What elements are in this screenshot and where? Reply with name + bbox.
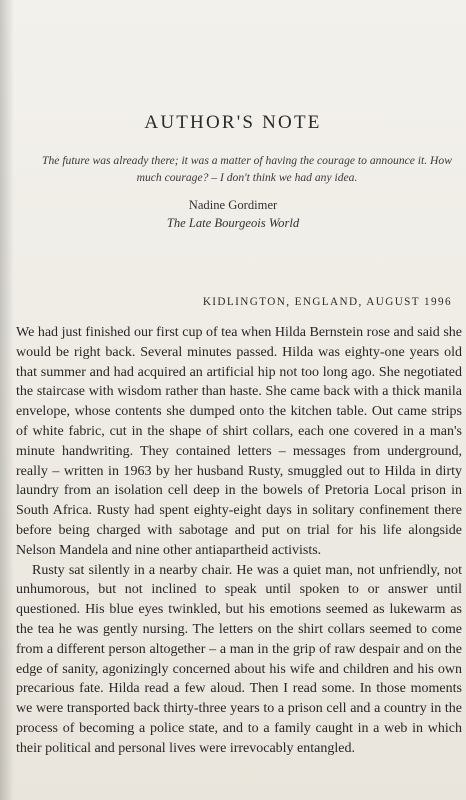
paragraph-2: Rusty sat silently in a nearby chair. He was a quiet man, not unfriendly, not unhumorous, but not inclined to speak until spoken to or answer until questioned. His blue eyes twinkled, but his emotions seemed as lukewarm as the tea he was gently nursing. The letters on the shirt collars seemed to come from a different person altogether – a man in the grip of raw despair and on the edge of sanity, agonizingly concerned about his wife and children and his own precarious fate. Hilda read a few aloud. Then I read some. In those moments we were transported back thirty-three years to a prison cell and a country in the process of becoming a police state, and to a family caught in a web in which their political and personal lives were irrevocably entangled. (16, 562, 462, 756)
page-title: AUTHOR'S NOTE (144, 112, 322, 133)
epigraph-work: The Late Bourgeois World (166, 216, 300, 230)
paragraph-1: We had just finished our first cup of tea when Hilda Bernstein rose and said she would be right back. Several minutes passed. Hilda was eighty-one years old that summer and had acquired an artificial hip not too long ago. She negotiated the staircase with wisdom rather than haste. She came back with a thick manila envelope, whose contents she dumped onto the kitchen table. Out came strips of white fabric, cut in the shape of shirt collars, each one covered in a man's minute handwriting. They contained letters – messages from underground, really – written in 1963 by her husband Rusty, smuggled out to Hilda in dirty laundry from an isolation cell deep in the bowels of Pretoria Local prison in South Africa. Rusty had spent eighty-eight days in solitary confinement there before being charged with sabotage and put on trial for his life alongside Nelson Mandela and nine other antiapartheid activists. (16, 325, 462, 558)
epigraph-quote: The future was already there; it was a matter of having the courage to announce it. How much courage? – I don't think we had any idea. (42, 154, 452, 184)
epigraph-attribution (0, 196, 466, 232)
epigraph-author: Nadine Gordimer (188, 198, 278, 212)
dateline: KIDLINGTON, ENGLAND, AUGUST 1996 (202, 296, 452, 308)
body-text (16, 323, 462, 759)
